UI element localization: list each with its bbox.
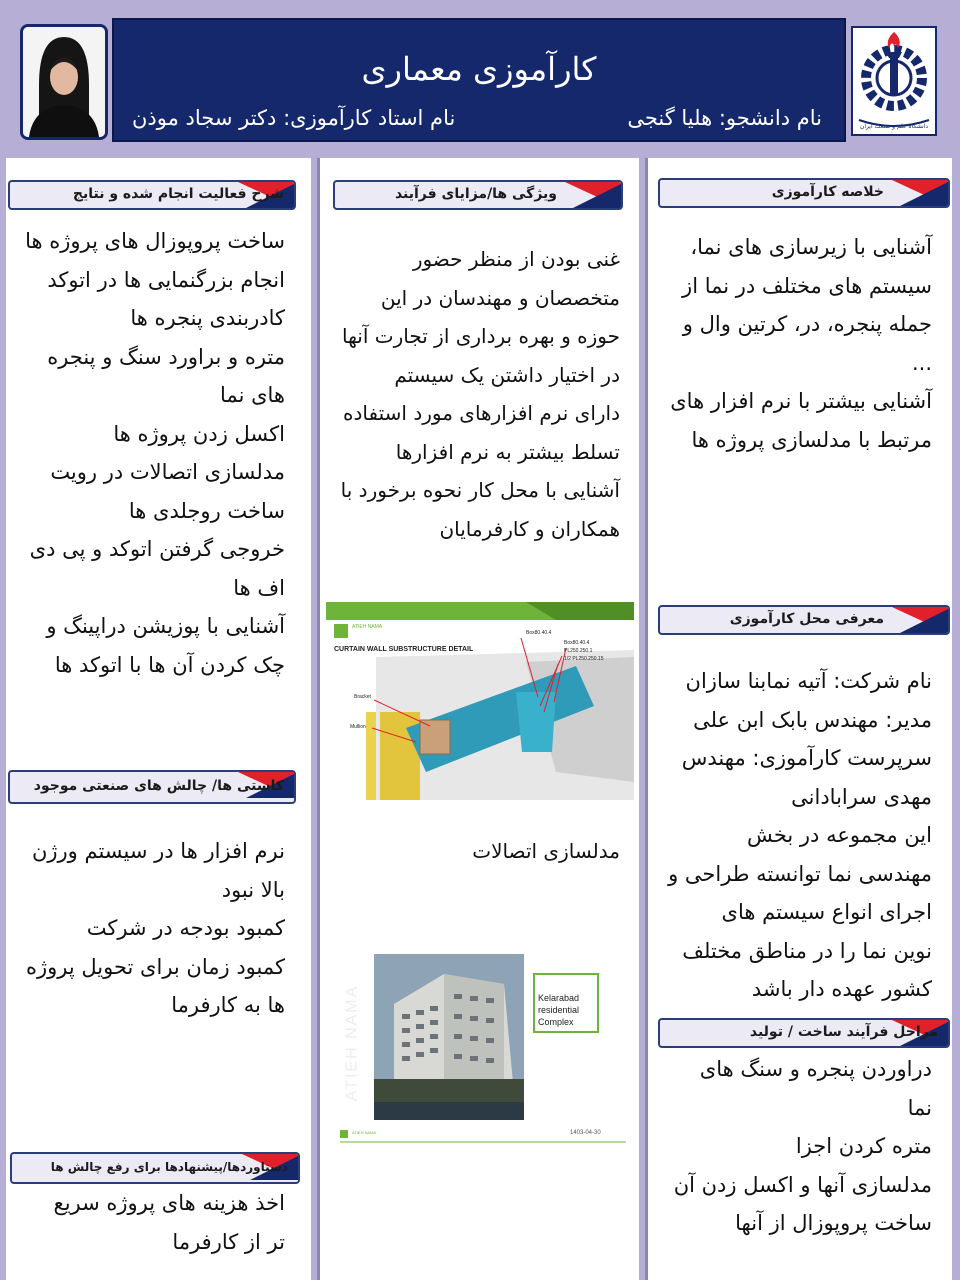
university-torch-gear-icon [853, 28, 935, 134]
text-line: جمله پنجره، در، کرتین وال و [682, 312, 932, 336]
university-logo [851, 26, 937, 136]
callout-label: Box80.40.4 [564, 640, 590, 646]
text-line: اف ها [233, 575, 285, 600]
callout-label: Mullion [350, 724, 366, 730]
text-line: این مجموعه در بخش [747, 823, 932, 847]
summary-text [660, 228, 932, 459]
column-divider-shadow [645, 158, 648, 1280]
text-line: انجام بزرگنمایی ها در اتوکد [47, 267, 285, 292]
left-edge-bar [0, 158, 6, 1280]
header-banner [112, 18, 846, 142]
supervisor-name: نام استاد کارآموزی: دکتر سجاد موذن [132, 106, 456, 130]
text-line: ساخت روجلدی ها [128, 498, 285, 523]
column-divider-shadow [317, 158, 320, 1280]
text-line: آشنایی با زیرسازی های نما، [690, 235, 932, 259]
text-line: مدیر: مهندس بابک ابن علی [693, 707, 932, 732]
text-line: کشور عهده دار باشد [751, 977, 932, 1001]
text-line: مرتبط با مدلسازی پروژه ها [691, 427, 932, 452]
text-line: تر از کارفرما [172, 1229, 285, 1254]
section-title: شرح فعالیت انجام شده و نتایج [72, 186, 284, 202]
project-label-line: Complex [538, 1017, 574, 1027]
challenges-text [20, 832, 285, 1025]
flag-icon [565, 182, 621, 208]
text-line: نام شرکت: آتیه نمابنا سازان [685, 669, 932, 693]
text-line: ساخت پروپوزال از آنها [735, 1211, 932, 1235]
callout-label: PL250.250.1 [564, 648, 593, 654]
flag-icon [892, 607, 948, 633]
text-line: مهدی سرابادانی [791, 784, 932, 809]
student-photo [20, 24, 108, 140]
curtain-wall-detail-figure [326, 602, 634, 800]
text-line: اخذ هزینه های پروژه سریع [53, 1191, 285, 1215]
text-line: سیستم های مختلف در نما از [682, 273, 932, 298]
features-text [336, 240, 620, 548]
text-line: کمبود بودجه در شرکت [86, 916, 285, 940]
logo-caption: دانشگاه علم و صنعت ایران [859, 123, 929, 130]
text-line: غنی بودن از منظر حضور [412, 247, 620, 271]
text-line: دارای نرم افزارهای مورد استفاده [343, 401, 620, 425]
flag-icon [892, 180, 948, 206]
text-line: آشنایی با پوزیشن دراپینگ و [46, 614, 285, 638]
project-label-line: Kelarabad [538, 993, 580, 1003]
text-line: متره و براورد سنگ و پنجره [47, 344, 285, 369]
text-line: تسلط بیشتر به نرم افزارها [395, 439, 620, 464]
section-header-summary [658, 178, 950, 208]
section-header-activities [8, 180, 296, 210]
process-text [660, 1050, 932, 1243]
text-line: متخصصان و مهندسان در این [380, 285, 620, 310]
text-line: ساخت پروپوزال های پروژه ها [25, 229, 285, 253]
section-header-place [658, 605, 950, 635]
text-line: سرپرست کارآموزی: مهندس [681, 746, 932, 770]
text-line: اکسل زدن پروژه ها [113, 421, 285, 446]
text-line: دراوردن پنجره و سنگ های [699, 1057, 932, 1081]
section-header-challenges [8, 770, 296, 804]
callout-label: 1/2 PL250.250.15 [564, 656, 604, 662]
figure-caption: مدلسازی اتصالات [472, 839, 620, 863]
section-title: مراحل فرآیند ساخت / تولید [749, 1024, 938, 1040]
section-title: خلاصه کارآموزی [771, 184, 884, 200]
text-line: همکاران و کارفرمایان [439, 516, 620, 541]
text-line: کمبود زمان برای تحویل پروژه [25, 954, 285, 979]
figure-brand: ATIEH NAMA [352, 624, 383, 630]
text-line: خروجی گرفتن اتوکد و پی دی [29, 537, 285, 561]
text-line: مدلسازی آنها و اکسل زدن آن [673, 1172, 932, 1197]
section-header-suggestions [10, 1152, 300, 1184]
text-line: ها به کارفرما [171, 993, 285, 1017]
text-line: متره کردن اجزا [795, 1134, 932, 1158]
text-line: مهندسی نما توانسته طراحی و [668, 861, 932, 886]
text-line: مدلسازی اتصالات در رویت [50, 460, 285, 484]
section-header-features [333, 180, 623, 210]
text-line: نرم افزار ها در سیستم ورژن [31, 839, 285, 863]
text-line: چک کردن آن ها با اتوکد ها [54, 652, 285, 677]
figure-watermark: ATIEH NAMA [343, 984, 361, 1102]
text-line: نما [907, 1095, 932, 1120]
text-line: آشنایی با محل کار نحوه برخورد با [340, 478, 620, 502]
figure-heading: CURTAIN WALL SUBSTRUCTURE DETAIL [334, 646, 474, 653]
text-line: بالا نبود [221, 877, 285, 902]
suggestions-text [20, 1184, 285, 1261]
text-line: های نما [220, 383, 285, 407]
activities-text [20, 222, 285, 684]
text-line: اجرای انواع سیستم های [721, 900, 932, 924]
text-line: در اختیار داشتن یک سیستم [394, 362, 620, 387]
text-line: حوزه و بهره برداری از تجارت آنها [341, 324, 620, 348]
place-text [660, 662, 932, 1009]
project-label-line: residential [538, 1005, 580, 1015]
page-title: کارآموزی معماری [361, 50, 597, 88]
figure-date: 1403-04-30 [570, 1130, 601, 1136]
residential-complex-figure [334, 944, 632, 1144]
text-line: کادربندی پنجره ها [130, 306, 285, 330]
figure-brand: ATIEH NAMA [352, 1130, 377, 1135]
callout-label: Bracket [354, 694, 371, 700]
section-title: معرفی محل کارآموزی [729, 611, 884, 627]
section-title: ویژگی ها/مزایای فرآیند [394, 186, 557, 202]
right-edge-bar [952, 158, 960, 1280]
text-line: آشنایی بیشتر با نرم افزار های [670, 389, 932, 413]
section-header-process [658, 1018, 950, 1048]
student-name: نام دانشجو: هلیا گنجی [627, 106, 822, 130]
section-title: دستاوردها/پیشنهادها برای رفع چالش ها [50, 1160, 288, 1174]
section-title: کاستی ها/ چالش های صنعتی موجود [33, 778, 284, 794]
text-line: ... [911, 350, 932, 375]
text-line: نوین نما را در مناطق مختلف [682, 938, 932, 963]
project-label [538, 992, 579, 1028]
callout-label: Box80.40.4 [526, 630, 552, 636]
